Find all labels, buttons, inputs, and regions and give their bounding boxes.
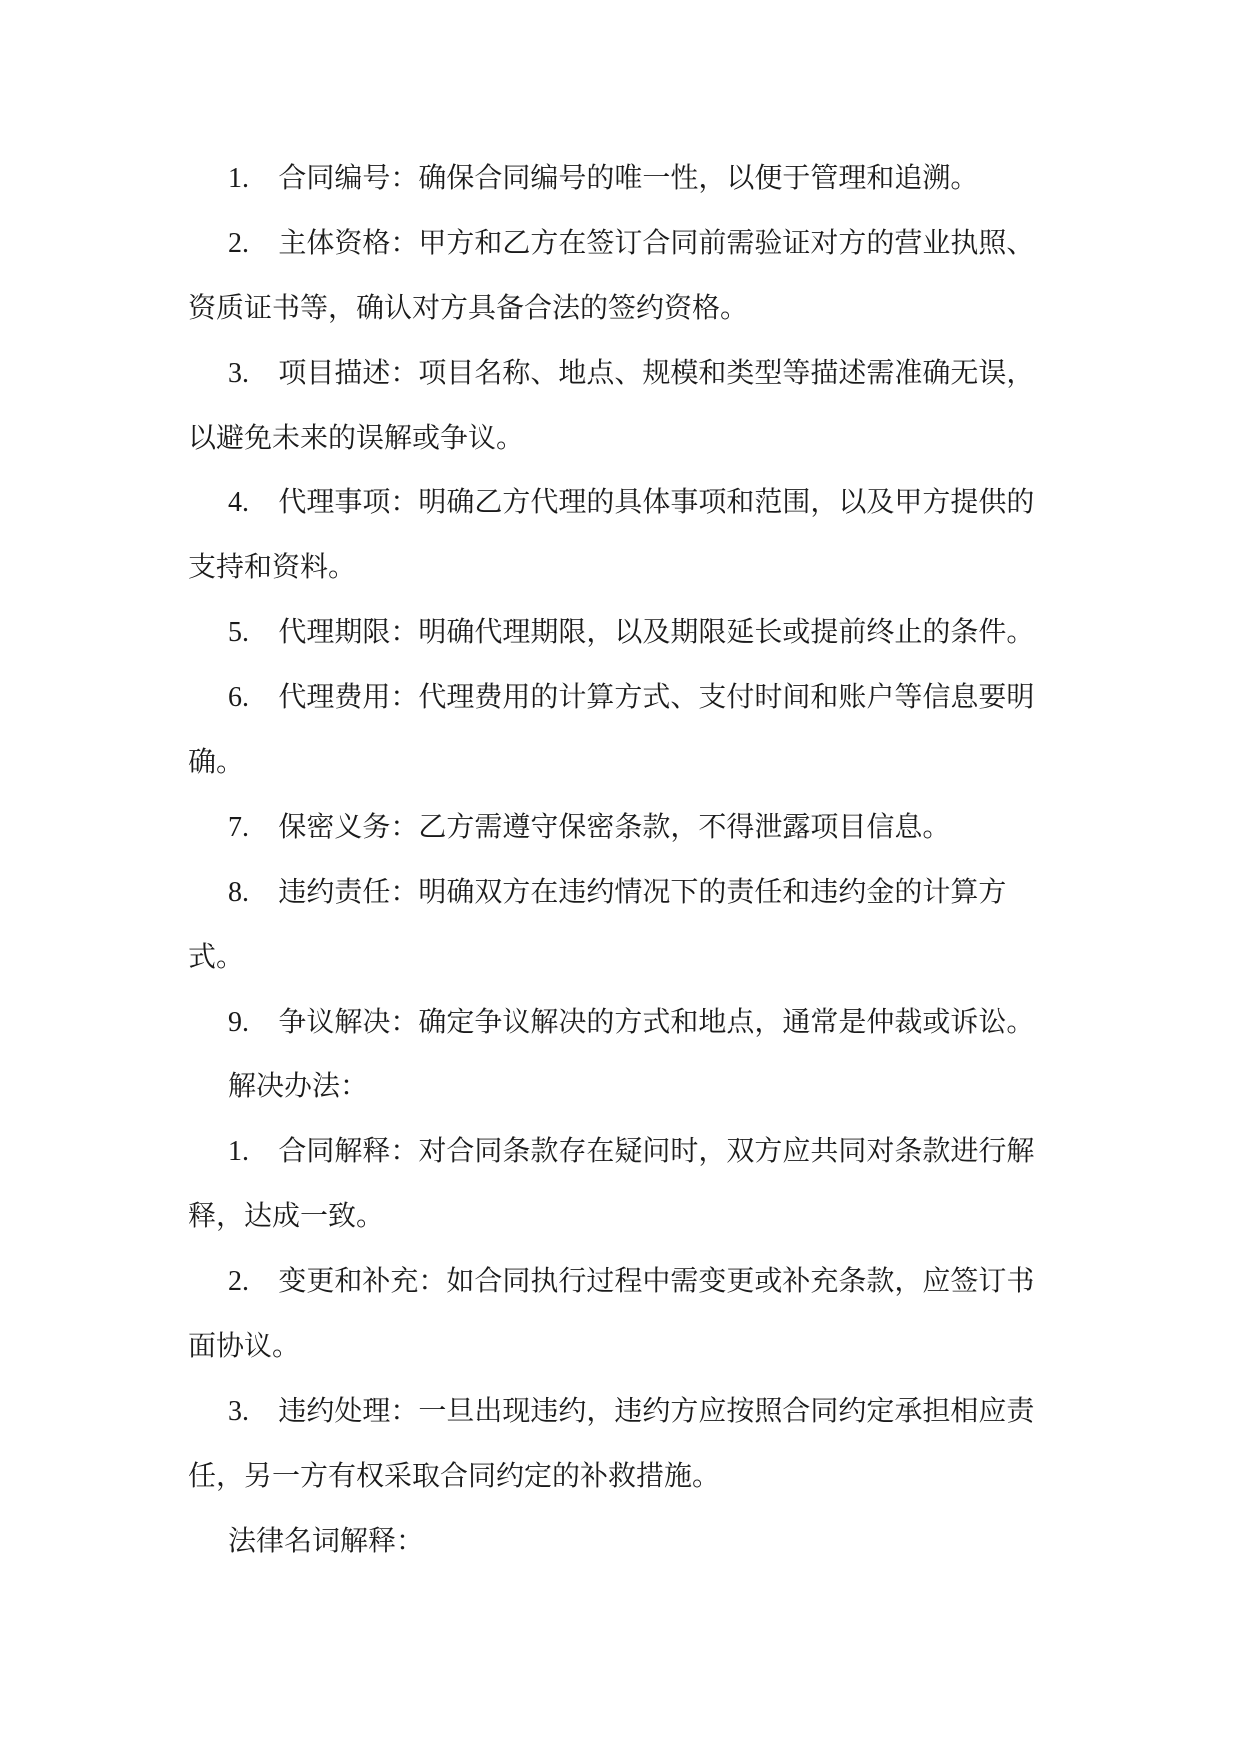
text-line: 解决办法： — [228, 1071, 369, 1103]
text-line: 资质证书等，确认对方具备合法的签约资格。 — [188, 292, 749, 324]
text-line: 式。 — [188, 941, 245, 973]
text-line: 7. 保密义务：乙方需遵守保密条款，不得泄露项目信息。 — [228, 811, 951, 843]
text-line: 释，达成一致。 — [188, 1201, 385, 1233]
text-line: 1. 合同编号：确保合同编号的唯一性，以便于管理和追溯。 — [228, 163, 979, 194]
text-line: 9. 争议解决：确定争议解决的方式和地点，通常是仲裁或诉讼。 — [228, 1006, 1035, 1038]
text-line: 8. 违约责任：明确双方在违约情况下的责任和违约金的计算方 — [228, 876, 1007, 908]
text-line: 4. 代理事项：明确乙方代理的具体事项和范围，以及甲方提供的 — [228, 487, 1035, 519]
text-line: 任，另一方有权采取合同约定的补救措施。 — [188, 1460, 721, 1492]
text-line: 3. 项目描述：项目名称、地点、规模和类型等描述需准确无误， — [228, 357, 1035, 389]
text-line: 面协议。 — [188, 1331, 301, 1363]
text-line: 2. 变更和补充：如合同执行过程中需变更或补充条款，应签订书 — [228, 1266, 1035, 1298]
text-line: 以避免未来的误解或争议。 — [188, 422, 525, 454]
text-line: 6. 代理费用：代理费用的计算方式、支付时间和账户等信息要明 — [228, 682, 1035, 714]
text-line: 2. 主体资格：甲方和乙方在签订合同前需验证对方的营业执照、 — [228, 227, 1035, 259]
text-line: 1. 合同解释：对合同条款存在疑问时，双方应共同对条款进行解 — [228, 1136, 1035, 1168]
text-line: 5. 代理期限：明确代理期限，以及期限延长或提前终止的条件。 — [228, 617, 1035, 649]
text-line: 法律名词解释： — [228, 1525, 425, 1557]
document-body — [188, 147, 1058, 1575]
text-line: 支持和资料。 — [188, 552, 357, 584]
text-line: 确。 — [188, 747, 245, 779]
text-line: 3. 违约处理：一旦出现违约，违约方应按照合同约定承担相应责 — [228, 1395, 1035, 1427]
